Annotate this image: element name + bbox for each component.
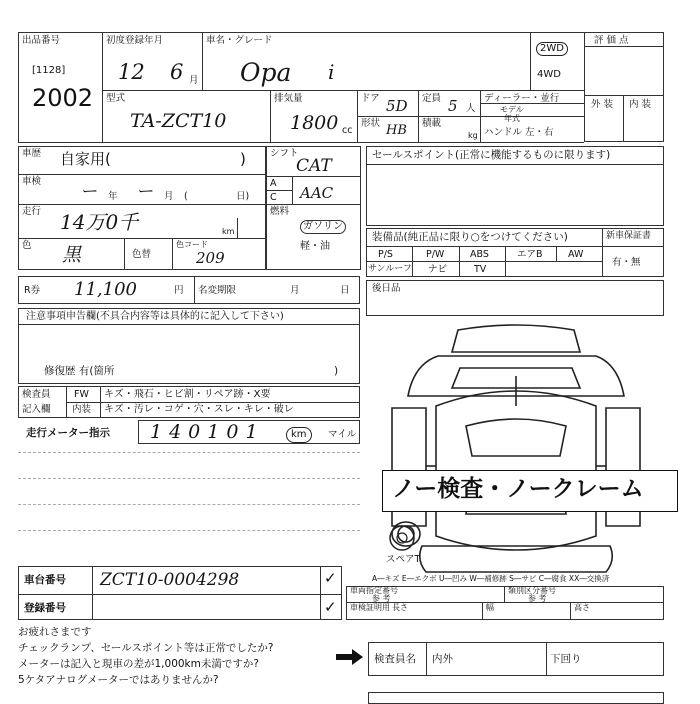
footer-line2: チェックランプ、セールスポイント等は正常でしたか?	[18, 642, 274, 654]
color-change-label: 色替	[132, 249, 152, 260]
ac-label-a: A	[270, 178, 277, 189]
no-claim-text: ノー検査・ノークレーム	[392, 476, 644, 502]
drive-2wd: 2WD	[536, 42, 568, 56]
history-value: 自家用(	[60, 150, 111, 168]
door-value: 5D	[386, 97, 408, 115]
r-label: R券	[24, 285, 41, 296]
person-unit: 人	[466, 103, 476, 114]
height-label: 高さ	[574, 603, 590, 612]
equipment-title: 装備品(純正品に限り○をつけてください)	[372, 231, 568, 243]
warranty-label: 新車保証書	[606, 231, 652, 241]
shift-label: シフト	[270, 148, 299, 159]
nc-day: 日	[340, 285, 350, 296]
inspector-label1: 検査員	[22, 389, 51, 400]
inspection-month: ー	[136, 182, 153, 202]
inspector-interior-items: キズ・汚レ・コゲ・穴・スレ・キレ・破レ	[104, 404, 294, 415]
category-label: 類別区分番号	[508, 586, 556, 595]
rating-label: 評 価 点	[594, 35, 629, 46]
first-reg-year: 12	[118, 60, 145, 84]
reg-check: ✓	[324, 598, 337, 616]
model-year-label2: 年式	[504, 114, 520, 123]
recycle-box	[18, 276, 360, 304]
model-name: Opa	[240, 58, 292, 87]
equip-sunroof: サンルーフ	[368, 264, 412, 274]
name-change-label: 名変期限	[198, 285, 237, 296]
model-code: TA-ZCT10	[130, 110, 227, 132]
shape-label: 形状	[361, 118, 381, 129]
ac-label-c: C	[270, 192, 277, 203]
bottom-strip	[368, 692, 664, 704]
capacity-label: 定員	[422, 93, 442, 104]
capacity-value: 5	[448, 97, 458, 115]
equip-airbag: エアB	[517, 249, 543, 260]
door-label: ドア	[361, 93, 380, 104]
load-label: 積載	[422, 118, 442, 129]
footer-line3: メーターは記入と現車の差が1,000km未満ですか?	[18, 658, 259, 670]
model-grade-mark: i	[328, 60, 335, 84]
mileage-label: 走行	[22, 206, 42, 217]
fuel-diesel: 軽・油	[300, 241, 330, 252]
footer-line1: お疲れさまです	[18, 626, 92, 638]
inspector-name-label: 検査員名	[374, 653, 416, 665]
under-label: 下回り	[550, 653, 582, 665]
later-date-box	[366, 280, 664, 316]
first-reg-month: 6	[170, 60, 184, 84]
cert-label: 車検証明用	[350, 603, 390, 612]
equip-abs: ABS	[470, 249, 489, 260]
history-label: 車歴	[22, 148, 42, 159]
inout-label: 内外	[432, 653, 453, 665]
shift-value: CAT	[296, 156, 332, 176]
equip-ps: P/S	[378, 249, 393, 260]
odometer-value: 140101	[150, 421, 265, 443]
ref2-label: 参 考	[528, 594, 547, 603]
displacement-label: 排気量	[274, 93, 303, 104]
fuel-gas: ガソリン	[300, 220, 346, 234]
shape-value: HB	[386, 123, 407, 138]
inspection-year: ー	[80, 182, 97, 202]
odometer-label: 走行メーター指示	[26, 427, 110, 439]
drive-4wd: 4WD	[537, 69, 561, 80]
year-unit: 年	[108, 191, 118, 202]
damage-legend: A―キズ E―エクボ U―凹み W―補修跡 S―サビ C―腐食 XX―交換済	[372, 574, 610, 583]
odometer-km: km	[286, 427, 312, 443]
day-paren: (	[184, 191, 188, 202]
length-label: 長さ	[392, 603, 408, 612]
arrow-right-icon	[336, 648, 364, 666]
lot-sub: [1128]	[32, 65, 66, 76]
history-close: )	[240, 150, 246, 168]
month-unit: 月	[164, 191, 174, 202]
interior-label: 内 装	[629, 99, 652, 110]
lot-number: 2002	[32, 84, 94, 112]
lot-label: 出品番号	[22, 35, 61, 46]
inspector-fw: FW	[74, 389, 89, 400]
mfr-label: 車両指定番号	[350, 586, 398, 595]
dealer-label: ディーラー・並行	[484, 93, 560, 104]
cc-label: cc	[342, 125, 353, 136]
first-reg-label: 初度登録年月	[106, 35, 164, 46]
spare-label: スペアT	[386, 554, 421, 565]
chassis-value: ZCT10-0004298	[100, 570, 240, 590]
inspection-label: 車検	[22, 176, 42, 187]
nc-month: 月	[290, 285, 300, 296]
rating-box	[584, 32, 664, 142]
equip-pw: P/W	[426, 249, 445, 260]
kg-label: kg	[468, 131, 478, 140]
model-code-label: 型式	[106, 93, 126, 104]
color-label: 色	[22, 240, 32, 251]
inspector-label2: 記入欄	[22, 404, 51, 415]
day-unit: 日)	[236, 191, 250, 202]
odometer-mile: マイル	[328, 429, 357, 440]
inspector-interior: 内装	[72, 404, 92, 415]
repair-label: 修復歴 有(箇所	[44, 365, 115, 377]
chassis-check: ✓	[324, 569, 337, 587]
reg-label: 登録番号	[24, 602, 66, 614]
equip-tv: TV	[474, 264, 487, 275]
spare-tire-icon	[388, 524, 416, 552]
fuel-label: 燃料	[270, 206, 290, 217]
later-date-label: 後日品	[372, 283, 401, 294]
equip-navi: ナビ	[428, 264, 448, 275]
color-code: 209	[196, 249, 225, 267]
warranty-options: 有・無	[612, 257, 641, 268]
equip-aw: AW	[568, 249, 584, 260]
chassis-label: 車台番号	[24, 574, 66, 586]
exterior-label: 外 装	[591, 99, 614, 110]
mileage-km: km	[222, 227, 235, 236]
color-code-label: 色コード	[176, 240, 208, 249]
notes-title: 注意事項申告欄(不具合内容等は具体的に記入して下さい)	[26, 311, 284, 322]
ref1-label: 参 考	[372, 594, 391, 603]
ac-value: AAC	[300, 184, 334, 202]
first-reg-month-unit: 月	[189, 75, 199, 86]
yen-label: 円	[174, 285, 184, 296]
footer-line4: 5ケタアナログメーターではありませんか?	[18, 674, 219, 686]
model-year-label1: モデル	[500, 105, 524, 114]
model-name-label: 車名・グレード	[206, 35, 273, 46]
repair-close: )	[334, 365, 339, 377]
sales-point-title: セールスポイント(正常に機能するものに限ります)	[372, 149, 611, 161]
width-label: 幅	[486, 603, 494, 612]
mileage-value: 14万0千	[60, 210, 139, 234]
displacement: 1800	[290, 112, 339, 134]
color-value: 黒	[62, 244, 82, 266]
inspector-fw-items: キズ・飛石・ヒビ割・リペア跡・X要	[104, 389, 271, 400]
r-value: 11,100	[74, 279, 137, 300]
handle-label: ハンドル 左・右	[484, 127, 554, 138]
